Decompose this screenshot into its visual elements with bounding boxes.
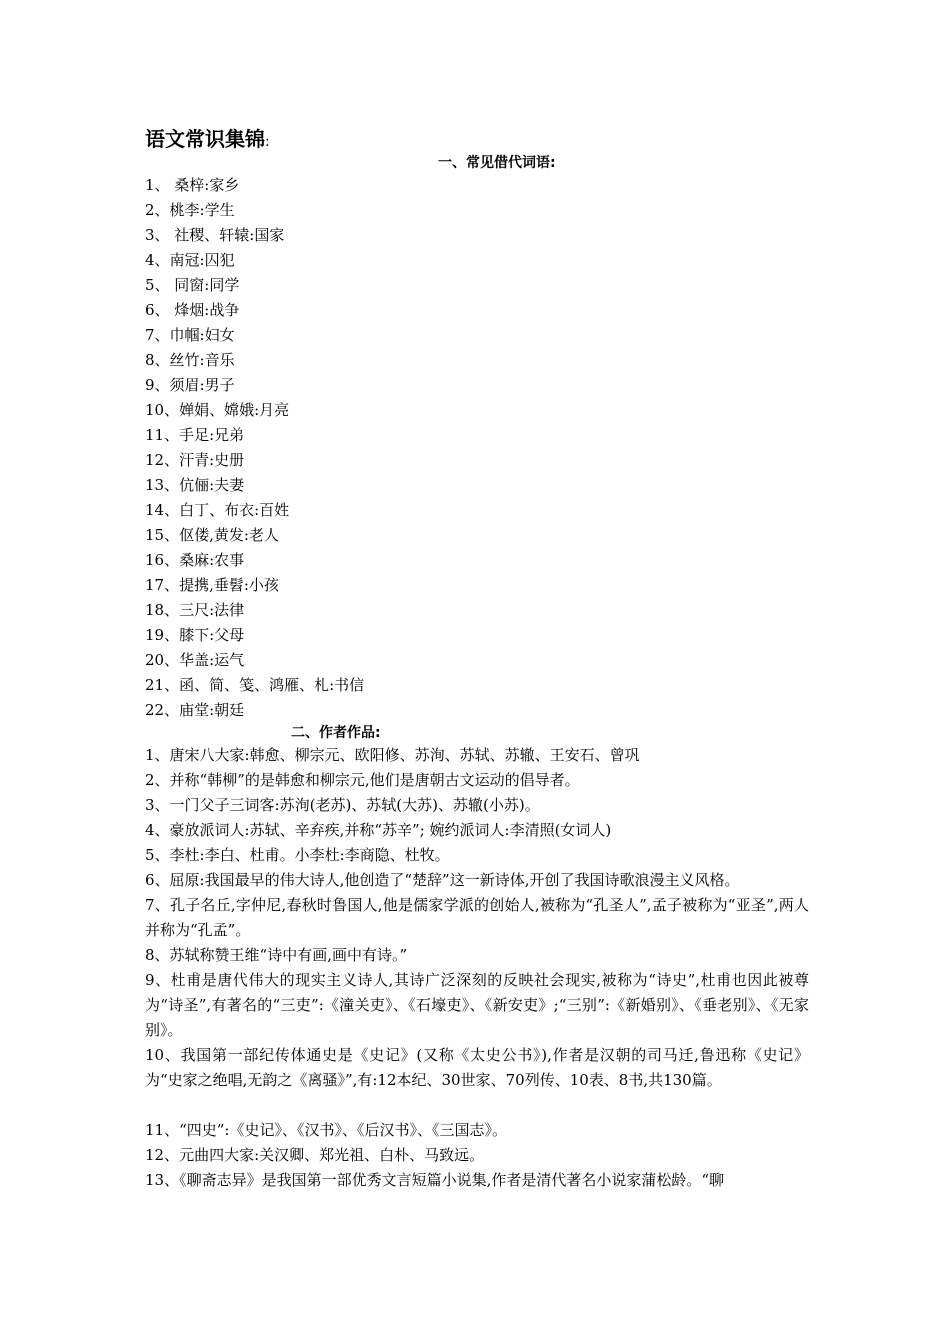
- document-page: [145, 125, 809, 1193]
- list-item: 3、一门父子三词客:苏洵(老苏)、苏轼(大苏)、苏辙(小苏)。: [145, 796, 540, 814]
- list-item: 15、伛偻,黄发:老人: [145, 526, 279, 544]
- list-item: 9、须眉:男子: [145, 376, 235, 394]
- list-item: 2、并称“韩柳”的是韩愈和柳宗元,他们是唐朝古文运动的倡导者。: [145, 771, 580, 789]
- section-heading-authors-works: 二、作者作品:: [291, 725, 381, 741]
- list-item: 5、 同窗:同学: [145, 276, 240, 294]
- document-title: [145, 125, 809, 153]
- list-item: 10、婵娟、嫦娥:月亮: [145, 401, 290, 419]
- list-item: 11、“四史”:《史记》、《汉书》、《后汉书》、《三国志》。: [145, 1121, 507, 1139]
- list-item: 8、苏轼称赞王维“诗中有画,画中有诗。”: [145, 946, 408, 964]
- list-item: 7、巾帼:妇女: [145, 326, 235, 344]
- list-item: 8、丝竹:音乐: [145, 351, 235, 369]
- list-item: 12、汗青:史册: [145, 451, 245, 469]
- list-item: 3、 社稷、轩辕:国家: [145, 226, 285, 244]
- list-item: 17、提携,垂髫:小孩: [145, 576, 279, 594]
- blank-line: [145, 1093, 809, 1118]
- list-item: 4、南冠:囚犯: [145, 251, 235, 269]
- list-item: 21、函、简、笺、鸿雁、札:书信: [145, 676, 365, 694]
- list-item: 13、伉俪:夫妻: [145, 476, 245, 494]
- list-item: 20、华盖:运气: [145, 651, 245, 669]
- list-item: 6、屈原:我国最早的伟大诗人,他创造了“楚辞”这一新诗体,开创了我国诗歌浪漫主义风格。: [145, 871, 740, 889]
- list-item: 14、白丁、布衣:百姓: [145, 501, 290, 519]
- list-item: 19、膝下:父母: [145, 626, 245, 644]
- list-item: 22、庙堂:朝廷: [145, 701, 245, 719]
- list-item: 12、元曲四大家:关汉卿、郑光祖、白朴、马致远。: [145, 1146, 485, 1164]
- list-item: 18、三尺:法律: [145, 601, 245, 619]
- list-item: 6、 烽烟:战争: [145, 301, 240, 319]
- list-item: 4、豪放派词人:苏轼、辛弃疾,并称“苏辛”; 婉约派词人:李清照(女词人): [145, 821, 612, 839]
- borrowed-terms-list: [145, 173, 809, 723]
- section-heading-borrowed-terms: 一、常见借代词语:: [438, 155, 556, 171]
- list-item: 9、杜甫是唐代伟大的现实主义诗人,其诗广泛深刻的反映社会现实,被称为“诗史”,杜甫也因此被尊为“诗圣”,有著名的“三吏”:《潼关吏》、《石壕吏》、《新安吏》;“三别”:《新婚别》、《垂老别》、《无家别》。: [145, 971, 809, 1039]
- list-item: 1、 桑梓:家乡: [145, 176, 240, 194]
- list-item: 10、我国第一部纪传体通史是《史记》(又称《太史公书》),作者是汉朝的司马迁,鲁迅称《史记》为“史家之绝唱,无韵之《离骚》”,有:12本纪、30世家、70列传、10表、8书,共130篇。: [145, 1046, 809, 1089]
- document-title-text: 语文常识集锦: [145, 127, 265, 151]
- authors-works-list: [145, 743, 809, 1193]
- document-title-colon: :: [265, 134, 270, 150]
- list-item: 16、桑麻:农事: [145, 551, 245, 569]
- list-item: 13、《聊斋志异》是我国第一部优秀文言短篇小说集,作者是清代著名小说家蒲松龄。“聊: [145, 1171, 725, 1189]
- list-item: 7、孔子名丘,字仲尼,春秋时鲁国人,他是儒家学派的创始人,被称为“孔圣人”,孟子被称为“亚圣”,两人并称为“孔孟”。: [145, 896, 809, 939]
- list-item: 11、手足:兄弟: [145, 426, 245, 444]
- list-item: 2、桃李:学生: [145, 201, 235, 219]
- list-item: 5、李杜:李白、杜甫。小李杜:李商隐、杜牧。: [145, 846, 450, 864]
- list-item: 1、唐宋八大家:韩愈、柳宗元、欧阳修、苏洵、苏轼、苏辙、王安石、曾巩: [145, 746, 640, 764]
